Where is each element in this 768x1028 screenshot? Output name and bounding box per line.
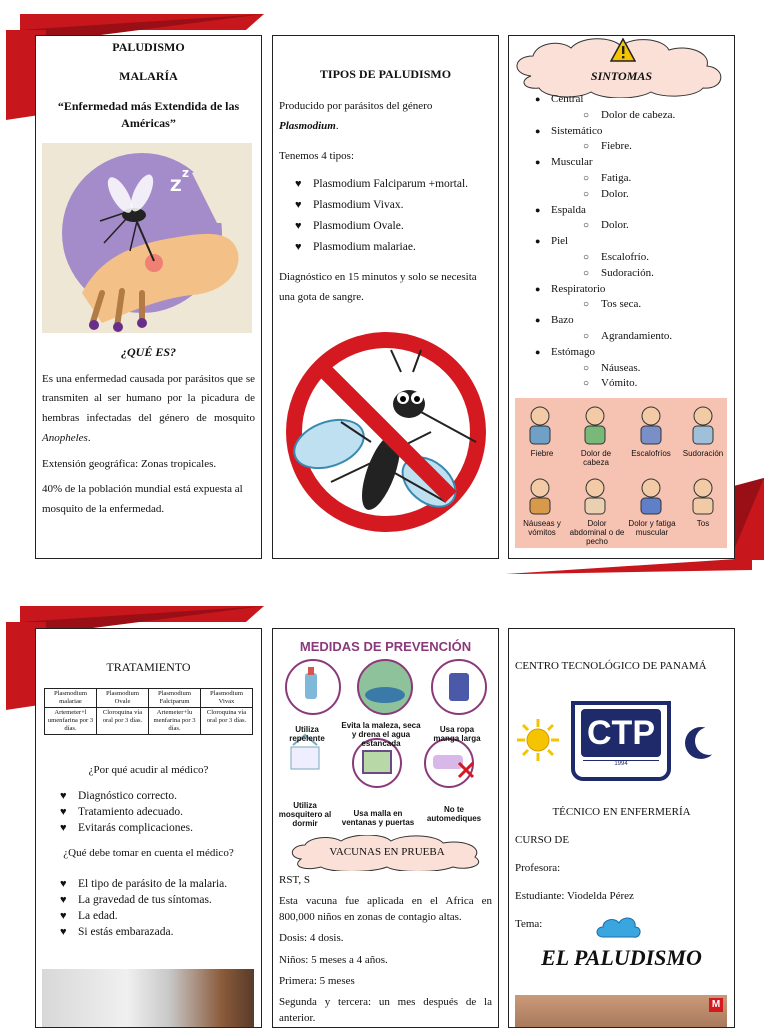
list-item: ○ Fatiga.	[583, 171, 675, 187]
prevention-label-repellent: Utiliza repelente	[289, 725, 325, 744]
panel-cover	[508, 628, 735, 1028]
list-item: ♥ Plasmodium Vivax.	[291, 195, 498, 216]
vaccine-rts: RST, S	[279, 874, 310, 886]
types-title: TIPOS DE PALUDISMO	[319, 67, 452, 81]
symptom-label-fever: Fiebre	[530, 449, 554, 458]
prevention-title: MEDIDAS DE PREVENCIÓN	[299, 639, 472, 654]
table-cell: Artemeter+lu menfarina por 3 días.	[149, 708, 201, 735]
career: TÉCNICO EN ENFERMERÍA	[552, 806, 691, 818]
prevention-label-mesh: Usa malla en ventanas y puertas	[341, 809, 415, 828]
mosquito-bite-illustration	[42, 143, 252, 333]
produced-by: Producido por parásitos del género Plasmodium.	[279, 100, 433, 133]
list-item: ♥ Diagnóstico correcto.	[56, 788, 261, 804]
panel-symptoms	[508, 35, 735, 559]
table-header: Plasmodium Ovale	[97, 689, 149, 708]
teacher: Profesora:	[515, 862, 561, 874]
vaccine-second-third: Segunda y tercera: un mes después de la anterior.	[279, 996, 492, 1024]
list-item: ♥ Evitarás complicaciones.	[56, 820, 261, 836]
quote: “Enfermedad más Extendida de las Américas”	[57, 98, 240, 131]
list-item: ♥ El tipo de parásito de la malaria.	[56, 876, 261, 892]
symptom-sub-list	[551, 361, 675, 393]
vaccine-description: Esta vacuna fue aplicada en el Africa en 800,000 niños en zonas de contagio altas.	[279, 895, 492, 923]
warning-icon	[610, 38, 636, 62]
no-mosquito-sign-icon	[281, 332, 491, 532]
types-list	[291, 174, 498, 258]
why-doctor-heading: ¿Por qué acudir al médico?	[88, 763, 209, 776]
table-cell: Artemeter+l umenfarina por 3 días.	[45, 708, 97, 735]
doctor-consider-heading: ¿Qué debe tomar en cuenta el médico?	[63, 847, 234, 860]
vaccine-children: Niños: 5 meses a 4 años.	[279, 953, 388, 966]
symptom-label-sweating: Sudoración	[682, 449, 724, 458]
list-item: ○ Fiebre.	[583, 139, 675, 155]
symptom-sub-list	[551, 297, 675, 313]
panel-prevention	[272, 628, 499, 1028]
symptom-label-cough: Tos	[696, 519, 710, 528]
list-item: ♥ Si estás embarazada.	[56, 924, 261, 940]
media-badge: M	[709, 998, 723, 1012]
treatment-table	[44, 688, 253, 735]
geographic-extension: Extensión geográfica: Zonas tropicales.	[42, 457, 217, 470]
table-header: Plasmodium Vivax	[201, 689, 253, 708]
svg-text:Z: Z	[170, 175, 182, 195]
svg-text:z: z	[182, 165, 189, 180]
symptom-group-name: Espalda	[551, 203, 586, 216]
course: CURSO DE	[515, 834, 570, 846]
why-doctor-list	[56, 788, 261, 836]
list-item: ○ Náuseas.	[583, 361, 675, 377]
symptom-sub-list	[551, 250, 675, 282]
symptom-group-name: Central	[551, 93, 584, 105]
symptom-icons-grid	[515, 398, 727, 548]
list-item: ○ Vómito.	[583, 376, 675, 392]
symptom-sub-list	[551, 171, 675, 203]
school-name: CENTRO TECNOLÓGICO DE PANAMÁ	[515, 660, 707, 672]
symptom-group	[533, 282, 675, 314]
vaccine-info	[279, 873, 492, 1026]
symptom-group	[533, 234, 675, 281]
symptoms-title: SINTOMAS	[590, 69, 653, 83]
list-item: ♥ La gravedad de tus síntomas.	[56, 892, 261, 908]
population-exposure: 40% de la población mundial está expuesta al mosquito de la enfermedad.	[42, 483, 243, 515]
symptom-group	[533, 203, 675, 235]
topic-label: Tema:	[515, 918, 543, 930]
moon-icon	[681, 723, 721, 763]
panel-treatment	[35, 628, 262, 1028]
title-malaria: MALARÍA	[119, 69, 178, 84]
table-cell: Cloroquina vía oral por 3 días.	[97, 708, 149, 735]
prevention-label-weeds: Evita la maleza, seca y drena el agua estancada	[341, 721, 421, 749]
list-item: ♥ Plasmodium malariae.	[291, 237, 498, 258]
vaccine-doses: Dosis: 4 dosis.	[279, 932, 344, 945]
title-paludismo: PALUDISMO	[112, 40, 185, 54]
list-item: ♥ La edad.	[56, 908, 261, 924]
list-item: ○ Sudoración.	[583, 266, 675, 282]
malaria-description: Es una enfermedad causada por parásitos que se transmiten al ser humano por la picadura de hembras infectadas del género de mosquito Anopheles.	[42, 372, 255, 444]
symptom-group-name: Sistemático	[551, 124, 603, 137]
panel-malaria-types	[272, 35, 499, 559]
symptom-group	[533, 124, 675, 156]
table-header: Plasmodium Falciparum	[149, 689, 201, 708]
symptom-group	[533, 92, 675, 124]
symptom-label-abdominal: Dolor abdominal o de pecho	[569, 519, 625, 546]
vaccine-title: VACUNAS EN PRUEBA	[329, 846, 445, 858]
symptom-group	[533, 313, 675, 345]
have-four-types: Tenemos 4 tipos:	[279, 149, 355, 162]
symptom-label-nausea: Náuseas y vómitos	[523, 519, 561, 537]
list-item: ○ Agrandamiento.	[583, 329, 675, 345]
mosquito-photo	[515, 995, 727, 1028]
symptom-sub-list	[551, 218, 675, 234]
symptom-group-name: Respiratorio	[551, 282, 606, 295]
list-item: ○ Escalofrío.	[583, 250, 675, 266]
symptom-group	[533, 345, 675, 392]
treatment-title: TRATAMIENTO	[106, 660, 191, 674]
logo-text: CTP	[581, 709, 661, 757]
symptom-sub-list	[551, 329, 675, 345]
symptom-label-muscle: Dolor y fatiga muscular	[628, 519, 676, 537]
cloud-icon	[595, 915, 641, 941]
symptom-sub-list	[551, 108, 675, 124]
list-item: ○ Dolor.	[583, 187, 675, 203]
ctp-logo	[571, 701, 671, 781]
prevention-label-net: Utiliza mosquitero al dormir	[278, 801, 332, 829]
list-item: ○ Tos seca.	[583, 297, 675, 313]
table-cell: Cloroquina vía oral por 3 días.	[201, 708, 253, 735]
logo-year: 1994	[583, 760, 659, 767]
list-item: ○ Dolor de cabeza.	[583, 108, 675, 124]
sun-icon	[515, 717, 561, 763]
list-item: ♥ Plasmodium Ovale.	[291, 216, 498, 237]
symptom-sub-list	[551, 139, 675, 155]
symptom-group-name: Piel	[551, 235, 569, 248]
vaccine-first: Primera: 5 meses	[279, 974, 355, 987]
symptoms-list	[533, 92, 675, 392]
symptom-group-name: Estómago	[551, 345, 595, 358]
prevention-label-no-self-med: No te automediques	[426, 805, 482, 824]
symptom-label-headache: Dolor de cabeza	[580, 449, 612, 467]
main-title: EL PALUDISMO	[541, 945, 702, 970]
symptom-label-chills: Escalofríos	[631, 449, 671, 458]
student: Estudiante: Viodelda Pérez	[515, 890, 634, 902]
prevention-label-sleeves: Usa ropa manga larga	[433, 725, 481, 744]
diagnosis-note: Diagnóstico en 15 minutos y solo se necesita una gota de sangre.	[279, 271, 477, 304]
list-item: ○ Dolor.	[583, 218, 675, 234]
panel-malaria-intro	[35, 35, 262, 559]
list-item: ♥ Tratamiento adecuado.	[56, 804, 261, 820]
symptom-group	[533, 155, 675, 202]
que-es-heading: ¿QUÉ ES?	[120, 344, 176, 359]
table-header: Plasmodium malariae	[45, 689, 97, 708]
symptom-group-name: Bazo	[551, 314, 574, 327]
doctor-consider-list	[56, 876, 261, 940]
list-item: ♥ Plasmodium Falciparum +mortal.	[291, 174, 498, 195]
symptom-group-name: Muscular	[551, 156, 593, 169]
medicine-photo	[42, 969, 254, 1028]
treatment-table-wrap	[44, 688, 253, 735]
